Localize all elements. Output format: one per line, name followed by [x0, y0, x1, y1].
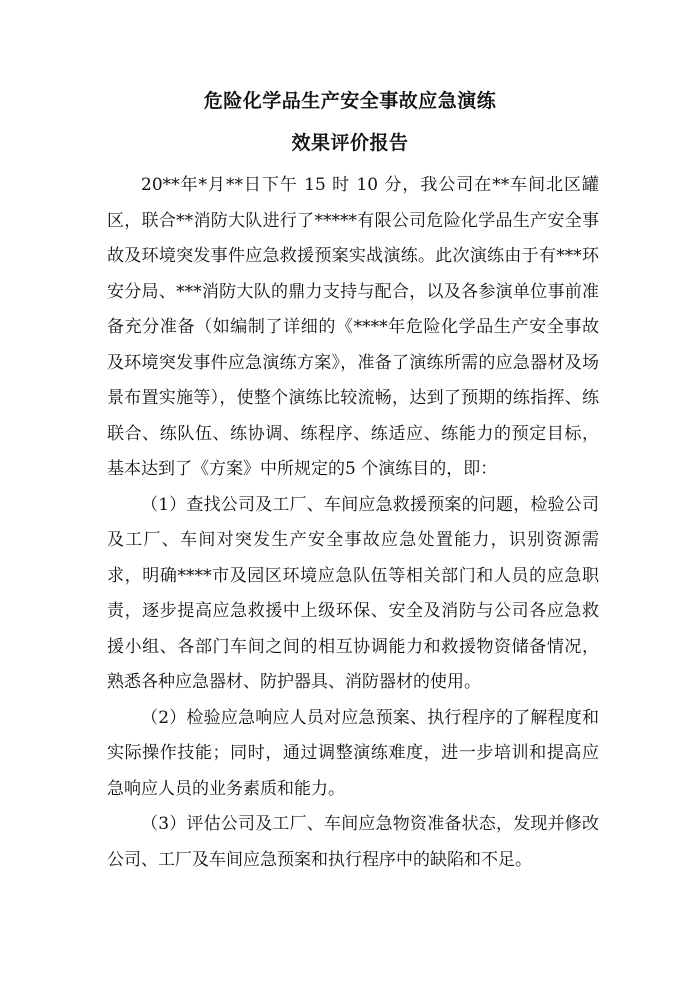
- paragraph-intro: 20**年*月**日下午 15 时 10 分，我公司在**车间北区罐区，联合**消防大队进行了*****有限公司危险化学品生产安全事故及环境突发事件应急救援预案实战演练。此次演练由于有***环安分局、***消防大队的鼎力支持与配合，以及各参演单位事前准备充分准备（如编制了详细的《****年危险化学品生产安全事故及环境突发事件应急演练方案》，准备了演练所需的应急器材及场景布置实施等），使整个演练比较流畅，达到了预期的练指挥、练联合、练队伍、练协调、练程序、练适应、练能力的预定目标，基本达到了《方案》中所规定的5 个演练目的，即：: [107, 175, 599, 479]
- paragraph-objective-3: （3）评估公司及工厂、车间应急物资准备状态，发现并修改公司、工厂及车间应急预案和执行程序中的缺陷和不足。: [107, 814, 599, 870]
- document-body: [107, 168, 599, 878]
- paragraph-objective-1: （1）查找公司及工厂、车间应急救援预案的问题，检验公司及工厂、车间对突发生产安全事故应急处置能力，识别资源需求，明确****市及园区环境应急队伍等相关部门和人员的应急职责，逐步提高应急救援中上级环保、安全及消防与公司各应急救援小组、各部门车间之间的相互协调能力和救援物资储备情况，熟悉各种应急器材、防护器具、消防器材的使用。: [107, 494, 599, 692]
- document-subtitle: 效果评价报告: [291, 132, 409, 154]
- document-title: 危险化学品生产安全事故应急演练: [203, 90, 497, 112]
- paragraph-objective-2: （2）检验应急响应人员对应急预案、执行程序的了解程度和实际操作技能；同时，通过调整演练难度，进一步培训和提高应急响应人员的业务素质和能力。: [107, 707, 599, 799]
